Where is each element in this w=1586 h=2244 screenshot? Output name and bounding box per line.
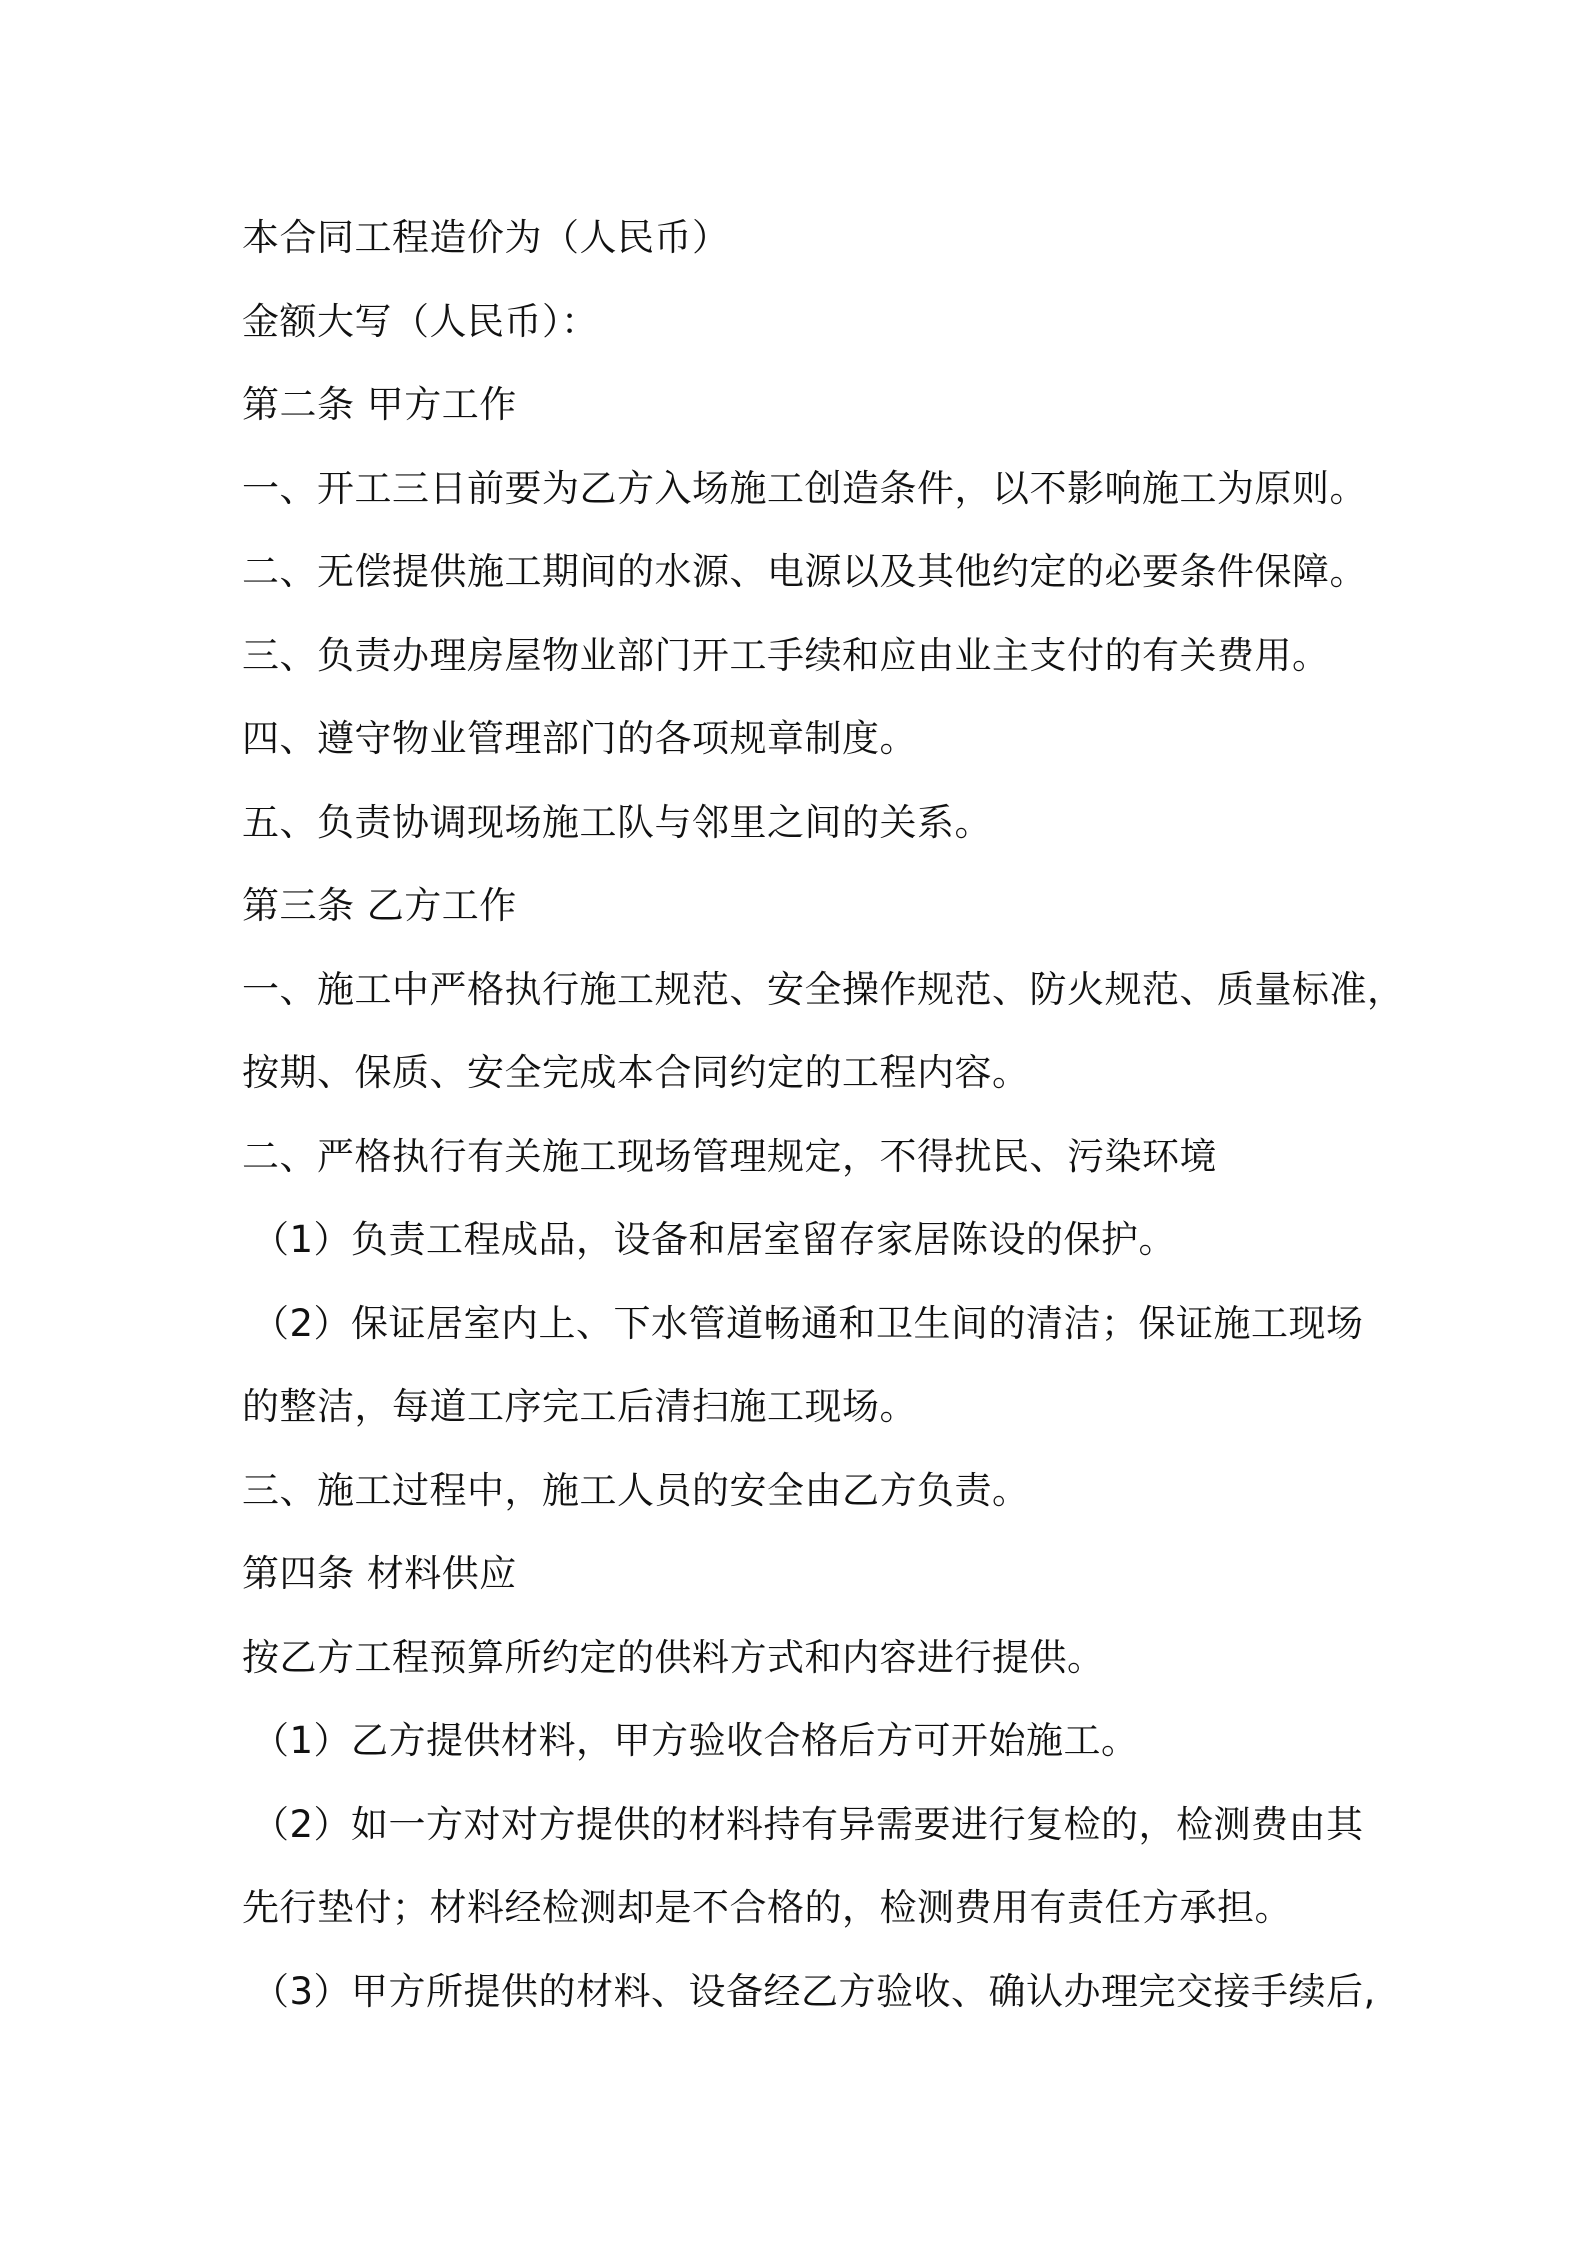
article-4-subitem-2-part-2: 先行垫付；材料经检测却是不合格的，检测费用有责任方承担。 <box>242 1886 1292 1929</box>
article-3-subitem-2-part-1: （2）保证居室内上、下水管道畅通和卫生间的清洁；保证施工现场 <box>252 1301 1364 1345</box>
article-3-item-3: 三、施工过程中，施工人员的安全由乙方负责。 <box>242 1468 1030 1512</box>
article-2-item-4: 四、遵守物业管理部门的各项规章制度。 <box>242 717 917 760</box>
article-3-item-1-part-1: 一、施工中严格执行施工规范、安全操作规范、防火规范、质量标准， <box>242 967 1405 1011</box>
article-3-heading: 第三条 乙方工作 <box>242 884 517 927</box>
article-4-heading: 第四条 材料供应 <box>242 1552 517 1595</box>
article-3-subitem-1: （1）负责工程成品，设备和居室留存家居陈设的保护。 <box>252 1218 1177 1261</box>
article-2-item-3: 三、负责办理房屋物业部门开工手续和应由业主支付的有关费用。 <box>242 633 1330 677</box>
contract-price-line: 本合同工程造价为（人民币） <box>242 216 730 259</box>
article-4-subitem-1: （1）乙方提供材料，甲方验收合格后方可开始施工。 <box>252 1719 1139 1762</box>
article-2-item-2: 二、无偿提供施工期间的水源、电源以及其他约定的必要条件保障。 <box>242 550 1367 593</box>
article-2-item-1: 一、开工三日前要为乙方入场施工创造条件，以不影响施工为原则。 <box>242 466 1367 510</box>
article-4-intro: 按乙方工程预算所约定的供料方式和内容进行提供。 <box>242 1635 1105 1679</box>
article-2-heading: 第二条 甲方工作 <box>242 383 517 426</box>
article-3-subitem-2-part-2: 的整洁，每道工序完工后清扫施工现场。 <box>242 1385 917 1428</box>
article-2-item-5: 五、负责协调现场施工队与邻里之间的关系。 <box>242 800 992 844</box>
article-3-item-1-part-2: 按期、保质、安全完成本合同约定的工程内容。 <box>242 1051 1030 1094</box>
article-3-item-2: 二、严格执行有关施工现场管理规定，不得扰民、污染环境 <box>242 1134 1217 1178</box>
amount-in-words-line: 金额大写（人民币）： <box>242 299 599 343</box>
article-4-subitem-3: （3）甲方所提供的材料、设备经乙方验收、确认办理完交接手续后, <box>252 1969 1376 2013</box>
article-4-subitem-2-part-1: （2）如一方对对方提供的材料持有异需要进行复检的，检测费由其 <box>252 1802 1364 1846</box>
document-body <box>242 196 1405 2033</box>
